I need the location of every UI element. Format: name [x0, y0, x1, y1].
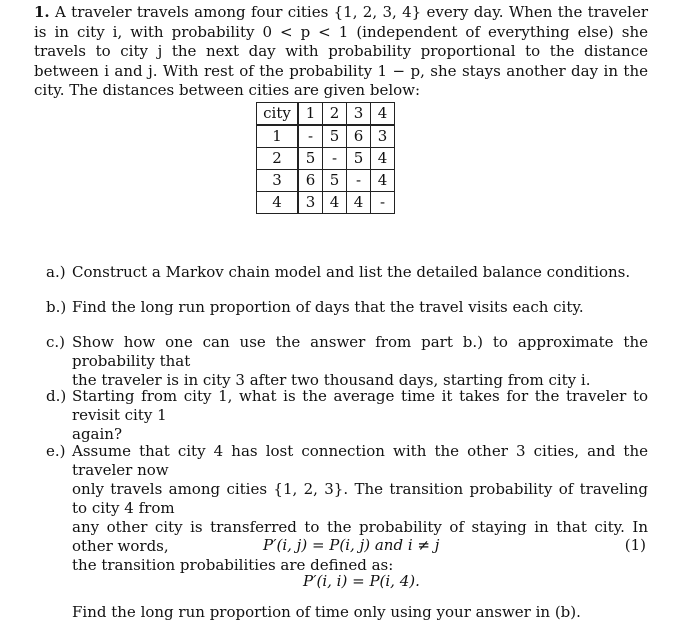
part-text-line: Find the long run proportion of days that the travel visits each city. [72, 298, 584, 316]
table-header-cell: 3 [347, 103, 371, 126]
table-cell: 2 [257, 148, 299, 170]
part-text-line: Starting from city 1, what is the average time it takes for the traveler to revisit city 1 [72, 387, 648, 424]
table-cell: 4 [257, 192, 299, 214]
table-cell: - [323, 148, 347, 170]
table-row [257, 148, 395, 170]
table-header-cell: 4 [371, 103, 395, 126]
table-cell: - [298, 125, 323, 148]
part-text-line: Assume that city 4 has lost connection with the other 3 cities, and the traveler now [72, 442, 648, 479]
final-instruction: Find the long run proportion of time only using your answer in (b). [72, 603, 581, 621]
table-row [257, 125, 395, 148]
table-cell: 4 [371, 170, 395, 192]
table-row [257, 170, 395, 192]
table-cell: 5 [347, 148, 371, 170]
table-header-row [257, 103, 395, 126]
table-cell: 4 [371, 148, 395, 170]
problem-intro [34, 3, 648, 101]
part-text-line: the traveler is in city 3 after two thousand days, starting from city i. [72, 371, 591, 389]
intro-line-1: A traveler travels among four cities {1, 2, 3, 4} every day. When the traveler is in city i, [34, 3, 648, 41]
part-text-line: Construct a Markov chain model and list the detailed balance conditions. [72, 263, 631, 281]
intro-line-3: with probability proportional to the distance between i and j. With rest of the probability [34, 42, 648, 80]
table-cell: 3 [371, 125, 395, 148]
table-header-cell: city [257, 103, 299, 126]
table-cell: 4 [323, 192, 347, 214]
part-label: c.) [46, 333, 66, 351]
table-cell: 5 [323, 170, 347, 192]
distance-table [256, 102, 395, 214]
part-text-line: Show how one can use the answer from part b.) to approximate the probability that [72, 333, 648, 370]
table-cell: - [371, 192, 395, 214]
table-cell: 5 [298, 148, 323, 170]
table-cell: - [347, 170, 371, 192]
part-label: b.) [46, 298, 67, 316]
equation-1: P′(i, j) = P(i, j) and i ≠ j [263, 536, 440, 554]
part-c [46, 333, 648, 390]
part-text-line: again? [72, 425, 122, 443]
intro-line-2: with probability 0 < p < 1 (independent of everything else) she travels to city j the next day [34, 22, 648, 60]
table-cell: 6 [347, 125, 371, 148]
table-cell: 3 [298, 192, 323, 214]
equation-1-number: (1) [624, 536, 646, 554]
part-b [46, 298, 648, 317]
part-text-line: the transition probabilities are defined as: [72, 556, 394, 574]
intro-line-4: 1 − p, she stays another day in the city. The distances between cities are given below: [34, 61, 648, 99]
table-row [257, 192, 395, 214]
table-header-cell: 1 [298, 103, 323, 126]
problem-number: 1. [34, 3, 50, 21]
table-cell: 4 [347, 192, 371, 214]
part-text-line: any other city is transferred to the probability of staying in that city. In other words, [72, 518, 648, 555]
table-header-cell: 2 [323, 103, 347, 126]
part-label: d.) [46, 387, 67, 405]
table-cell: 6 [298, 170, 323, 192]
part-label: a.) [46, 263, 66, 281]
equation-2: P′(i, i) = P(i, 4). [303, 572, 420, 590]
part-e [46, 442, 648, 575]
part-d [46, 387, 648, 444]
part-a [46, 263, 648, 282]
part-text-line: only travels among cities {1, 2, 3}. The transition probability of traveling to city 4 from [72, 480, 648, 517]
table-cell: 1 [257, 125, 299, 148]
part-label: e.) [46, 442, 66, 460]
table-cell: 3 [257, 170, 299, 192]
table-cell: 5 [323, 125, 347, 148]
